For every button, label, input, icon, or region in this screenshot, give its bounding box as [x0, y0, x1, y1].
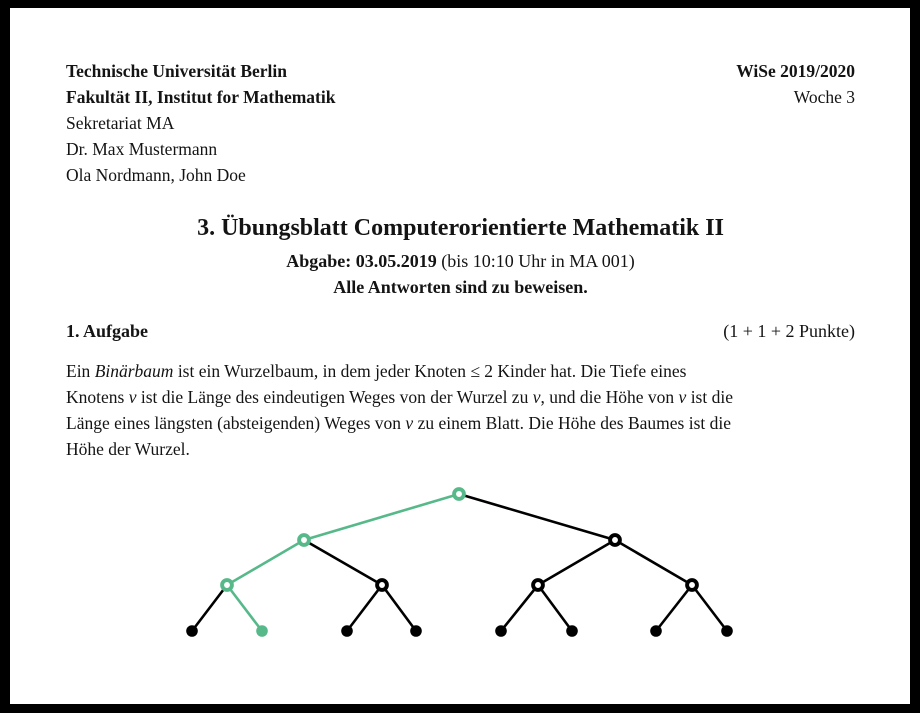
paragraph-line: Länge eines längsten (absteigenden) Weges von v zu einem Blatt. Die Höhe des Baumes ist die	[66, 413, 732, 433]
faculty-institute: Fakultät II, Institut for Mathematik	[66, 87, 336, 107]
due-line	[66, 248, 855, 274]
due-details: (bis 10:10 Uhr in MA 001)	[436, 251, 635, 271]
paragraph-line: Knotens v ist die Länge des eindeutigen Weges von der Wurzel zu v, und die Höhe von v ist die	[66, 387, 733, 407]
lecturer-name: Dr. Max Mustermann	[66, 139, 218, 159]
paragraph-line: Ein Binärbaum ist ein Wurzelbaum, in dem jeder Knoten ≤ 2 Kinder hat. Die Tiefe eines	[66, 361, 687, 381]
task-points: (1 + 1 + 2 Punkte)	[723, 321, 855, 341]
task-heading-row	[66, 318, 855, 344]
header-address-block	[66, 58, 335, 188]
semester-label: WiSe 2019/2020	[736, 61, 855, 81]
task-heading: 1. Aufgabe	[66, 321, 149, 341]
assistant-names: Ola Nordmann, John Doe	[66, 165, 246, 185]
title-block	[66, 212, 855, 300]
secretariat: Sekretariat MA	[66, 113, 175, 133]
task-paragraph	[66, 358, 855, 462]
sheet-title: 3. Übungsblatt Computerorientierte Mathematik II	[197, 215, 724, 241]
proof-notice: Alle Antworten sind zu beweisen.	[333, 277, 588, 297]
header-semester-block	[736, 58, 855, 110]
university-name: Technische Universität Berlin	[66, 61, 288, 81]
due-date: Abgabe: 03.05.2019	[286, 251, 437, 271]
document-page	[10, 8, 910, 704]
week-label: Woche 3	[793, 87, 855, 107]
paragraph-line: Höhe der Wurzel.	[66, 439, 190, 459]
document-header	[66, 58, 855, 188]
